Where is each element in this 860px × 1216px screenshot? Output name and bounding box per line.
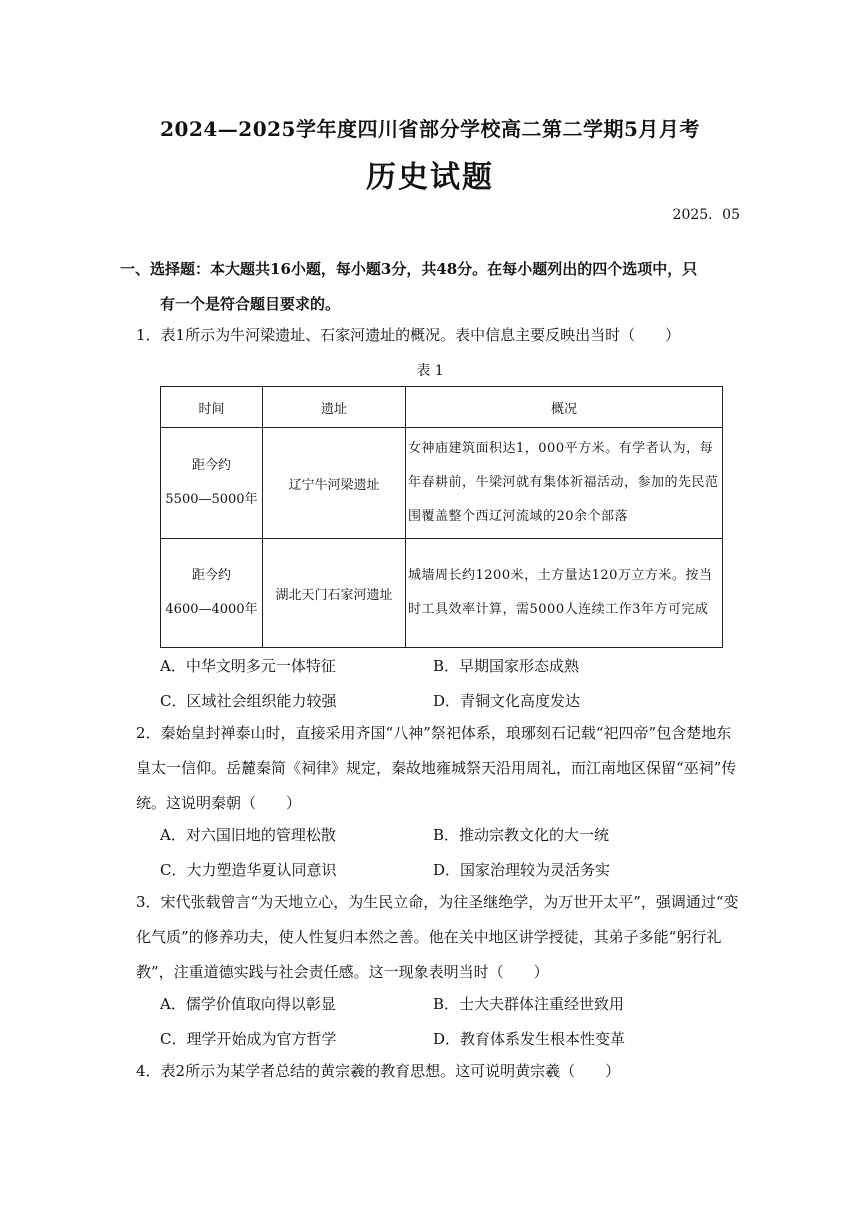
- table-header-site: 遗址: [263, 387, 406, 428]
- table-cell-site: 湖北天门石家河遗址: [263, 539, 406, 648]
- table-row: [161, 428, 723, 539]
- q1-option-c[interactable]: C．区域社会组织能力较强: [160, 692, 337, 710]
- question-2-stem: [136, 716, 740, 821]
- q1-option-d[interactable]: D．青铜文化高度发达: [433, 692, 581, 710]
- section-heading-line1: 一、选择题：本大题共16小题，每小题3分，共48分。在每小题列出的四个选项中，只: [120, 260, 698, 278]
- q1-option-b[interactable]: B．早期国家形态成熟: [433, 657, 580, 675]
- table-cell-time: [161, 428, 263, 539]
- q2-option-b[interactable]: B．推动宗教文化的大一统: [433, 826, 610, 844]
- subject-title: 历史试题: [366, 160, 494, 195]
- q3-option-c[interactable]: C．理学开始成为官方哲学: [160, 1030, 337, 1048]
- table-1-caption: 表 1: [416, 363, 444, 379]
- question-3-stem: 3．宋代张载曾言“为天地立心，为生民立命，为往圣继绝学，为万世开太平”，强调通过“变化气质”的修养功夫，使人性复归本然之善。他在关中地区讲学授徒，其弟子多能“躬行礼教”，注重道德实践与社会责任感。这一现象表明当时（ ）: [136, 893, 739, 981]
- q2-option-d[interactable]: D．国家治理较为灵活务实: [433, 861, 611, 879]
- q3-option-b[interactable]: B．士大夫群体注重经世致用: [433, 995, 625, 1013]
- time-line1: 距今约: [191, 458, 231, 473]
- section-heading-line2: 有一个是符合题目要求的。: [160, 295, 341, 313]
- time-line2: 5500—5000年: [165, 492, 258, 507]
- time-line1: 距今约: [191, 568, 231, 583]
- question-1-stem: 1．表1所示为牛河梁遗址、石家河遗址的概况。表中信息主要反映出当时（ ）: [136, 326, 681, 344]
- table-header-time: 时间: [161, 387, 263, 428]
- time-line2: 4600—4000年: [165, 602, 258, 617]
- question-4-stem: 4．表2所示为某学者总结的黄宗羲的教育思想。这可说明黄宗羲（ ）: [136, 1062, 621, 1080]
- table-header-row: [161, 387, 723, 428]
- exam-date: 2025．05: [672, 207, 740, 223]
- table-1: [160, 386, 723, 648]
- q1-option-a[interactable]: A．中华文明多元一体特征: [160, 657, 336, 675]
- table-cell-desc: 女神庙建筑面积达1，000平方米。有学者认为，每年春耕前，牛梁河就有集体祈福活动，参加的先民范围覆盖整个西辽河流域的20余个部落: [406, 428, 723, 539]
- question-2-text: 2．秦始皇封禅泰山时，直接采用齐国“八神”祭祀体系，琅琊刻石记载“祀四帝”包含楚地东皇太一信仰。岳麓秦简《祠律》规定，秦故地雍城祭天沿用周礼，而江南地区保留“巫祠”传统。这说明秦朝（ ）: [136, 724, 737, 812]
- table-cell-desc: 城墙周长约1200米，土方量达120万立方米。按当时工具效率计算，需5000人连续工作3年方可完成: [406, 539, 723, 648]
- table-cell-time: [161, 539, 263, 648]
- q3-option-d[interactable]: D．教育体系发生根本性变革: [433, 1030, 626, 1048]
- exam-title: 2024—2025学年度四川省部分学校高二第二学期5月月考: [160, 117, 700, 141]
- q2-option-a[interactable]: A．对六国旧地的管理松散: [160, 826, 336, 844]
- q3-option-a[interactable]: A．儒学价值取向得以彰显: [160, 995, 336, 1013]
- table-row: [161, 539, 723, 648]
- table-cell-site: 辽宁牛河梁遗址: [263, 428, 406, 539]
- table-header-desc: 概况: [406, 387, 723, 428]
- q2-option-c[interactable]: C．大力塑造华夏认同意识: [160, 861, 337, 879]
